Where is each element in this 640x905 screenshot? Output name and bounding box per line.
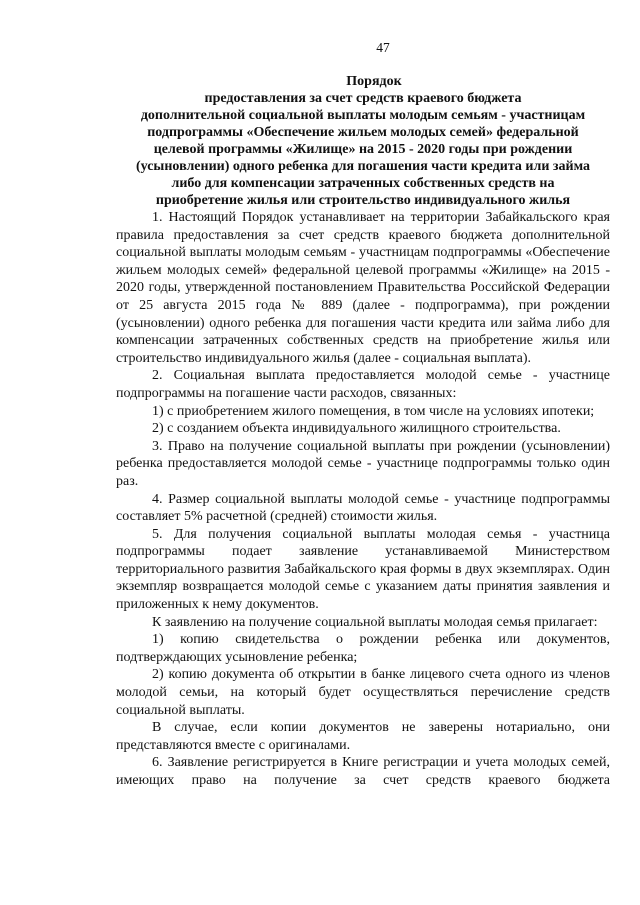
paragraph-attachment-2: 2) копию документа об открытии в банке лицевого счета одного из членов молодой семьи, на который будет осуществляться перечисление средств социальной выплаты. — [116, 667, 610, 718]
document-title — [116, 73, 610, 209]
page-number: 47 — [376, 40, 390, 55]
title-line: предоставления за счет средств краевого бюджета — [204, 91, 522, 106]
paragraph-3: 3. Право на получение социальной выплаты при рождении (усыновлении) ребенка предоставляется молодой семье - участнице подпрограммы только один раз. — [116, 438, 610, 489]
title-heading: Порядок — [346, 74, 402, 89]
paragraph-2-item-1: 1) с приобретением жилого помещения, в том числе на условиях ипотеки; — [152, 403, 595, 419]
document-page — [116, 40, 610, 790]
paragraph-1: 1. Настоящий Порядок устанавливает на территории Забайкальского края правила предоставления за счет средств краевого бюджета дополнительной социальной выплаты молодым семьям - участницам подпрограммы «Обеспечение жильем молодых семей» федеральной целевой программы «Жилище» на 2015 - 2020 годы, утвержденной постановлением Правительства Российской Федерации от 25 августа 2015 года № 889 (далее - подпрограмма), при рождении (усыновлении) одного ребенка для погашения части кредита или займа либо для компенсации затраченных собственных средств на приобретение жилья или строительство индивидуального жилья (далее - социальная выплата). — [116, 210, 610, 366]
title-line: подпрограммы «Обеспечение жильем молодых семей» федеральной — [147, 125, 579, 140]
title-line: целевой программы «Жилище» на 2015 - 2020 годы при рождении — [153, 142, 573, 157]
paragraph-copies-note: В случае, если копии документов не заверены нотариально, они представляются вместе с оригиналами. — [116, 720, 610, 753]
document-body — [116, 209, 610, 790]
title-line: дополнительной социальной выплаты молодым семьям - участницам — [140, 108, 586, 123]
title-line: (усыновлении) одного ребенка для погашения части кредита или займа — [135, 159, 591, 174]
paragraph-5: 5. Для получения социальной выплаты молодая семья - участница подпрограммы подает заявление устанавливаемой Министерством территориального развития Забайкальского края формы в двух экземплярах. Один экземпляр возвращается молодой семье с указанием даты принятия заявления и приложенных к нему документов. — [116, 526, 610, 613]
title-line: либо для компенсации затраченных собственных средств на — [171, 176, 555, 191]
paragraph-2: 2. Социальная выплата предоставляется молодой семье - участнице подпрограммы на погашение части расходов, связанных: — [116, 368, 610, 401]
paragraph-6: 6. Заявление регистрируется в Книге регистрации и учета молодых семей, имеющих право на получение за счет средств краевого бюджета — [116, 755, 610, 788]
paragraph-4: 4. Размер социальной выплаты молодой семье - участнице подпрограммы составляет 5% расчетной (средней) стоимости жилья. — [116, 491, 610, 525]
paragraph-attachments-intro: К заявлению на получение социальной выплаты молодая семья прилагает: — [152, 614, 598, 630]
paragraph-attachment-1: 1) копию свидетельства о рождении ребенка или документов, подтверждающих усыновление ребенка; — [116, 632, 610, 665]
title-line: приобретение жилья или строительство индивидуального жилья — [155, 193, 571, 208]
paragraph-2-item-2: 2) с созданием объекта индивидуального жилищного строительства. — [152, 421, 561, 437]
